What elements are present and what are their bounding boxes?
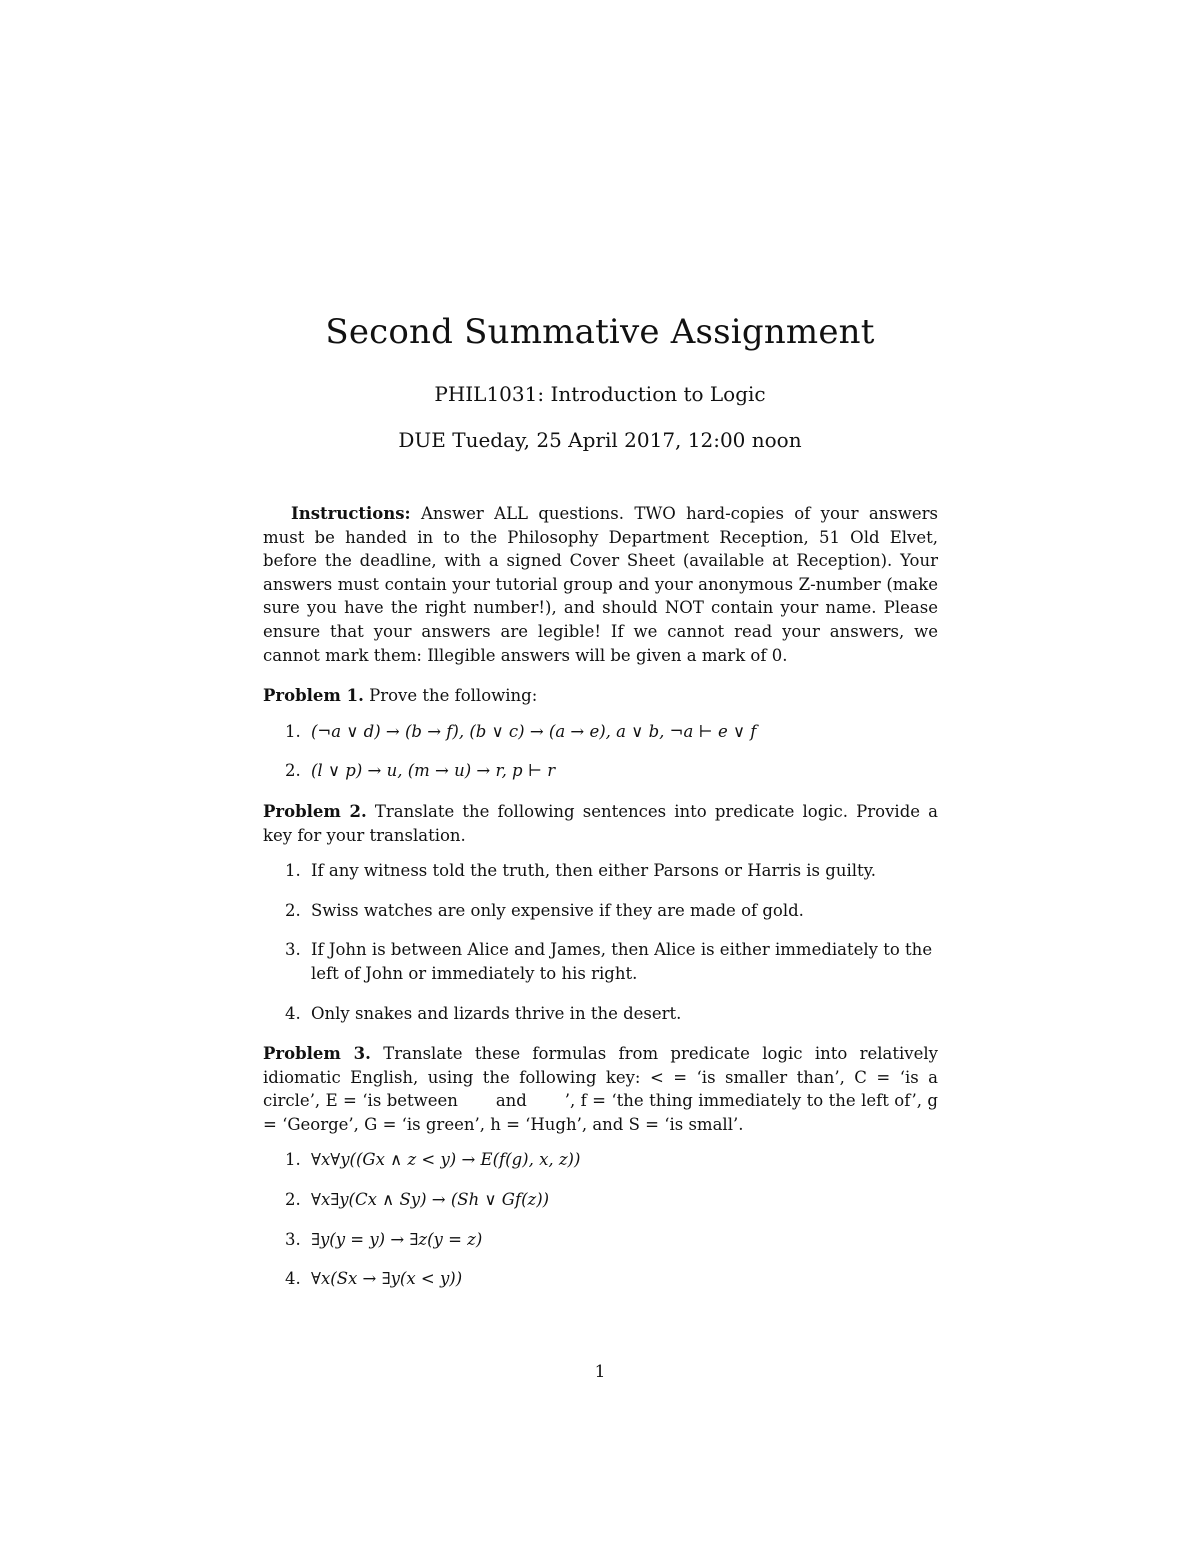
problem-3 xyxy=(263,1042,944,1291)
problem-3-label: Problem 3. xyxy=(263,1044,371,1064)
item-text: Only snakes and lizards thrive in the desert. xyxy=(311,1003,682,1023)
item-number: 3. xyxy=(285,1229,301,1249)
document-title: Second Summative Assignment xyxy=(325,312,875,352)
item-number: 1. xyxy=(285,861,301,881)
problem-2-list xyxy=(263,859,938,1025)
list-item xyxy=(263,1267,938,1291)
list-item xyxy=(263,720,938,744)
instructions-label: Instructions: xyxy=(291,504,411,523)
problem-2-text: Translate the following sentences into predicate logic. Provide a key for your translation. xyxy=(263,801,938,845)
problem-3-statement xyxy=(263,1042,944,1136)
item-number: 4. xyxy=(285,1003,301,1023)
item-text: (¬a ∨ d) → (b → f), (b ∨ c) → (a → e), a ∨ b, ¬a ⊢ e ∨ f xyxy=(311,721,757,741)
course-title: PHIL1031: Introduction to Logic xyxy=(434,382,766,406)
problem-2 xyxy=(263,800,938,1025)
item-number: 3. xyxy=(285,940,301,960)
problem-3-text: Translate these formulas from predicate logic into relatively idiomatic English, using the following key: < = ‘is smaller than’, C = ‘is a circle’, E = ‘is between and ’, f = ‘the thing immediately to the left of’, g = ‘George’, G = ‘is green’, h = ‘Hugh’, and S = ‘is small’. xyxy=(263,1044,944,1134)
item-number: 1. xyxy=(285,721,301,741)
list-item xyxy=(263,899,938,923)
item-number: 1. xyxy=(285,1150,301,1170)
item-text: ∀x∀y((Gx ∧ z < y) → E(f(g), x, z)) xyxy=(311,1150,581,1170)
item-text: Swiss watches are only expensive if they are made of gold. xyxy=(311,900,804,920)
item-number: 2. xyxy=(285,761,301,781)
list-item xyxy=(263,759,938,783)
item-number: 2. xyxy=(285,900,301,920)
problem-1-list xyxy=(263,720,938,783)
list-item xyxy=(263,938,938,985)
instructions-text: Answer ALL questions. TWO hard-copies of your answers must be handed in to the Philosophy Department Reception, 51 Old Elvet, before the deadline, with a signed Cover Sheet (available at Reception). Your answers must contain your tutorial group and your anonymous Z-number (make sure you have the right number!), and should NOT contain your name. Please ensure that your answers are legible! If we cannot read your answers, we cannot mark them: Illegible answers will be given a mark of 0. xyxy=(263,504,938,665)
item-number: 2. xyxy=(285,1190,301,1210)
problem-2-statement xyxy=(263,800,938,847)
list-item xyxy=(263,1188,938,1212)
list-item xyxy=(263,1002,938,1026)
problem-3-list xyxy=(263,1148,938,1290)
item-text: ∃y(y = y) → ∃z(y = z) xyxy=(311,1229,483,1249)
item-text: If John is between Alice and James, then Alice is either immediately to the left of John or immediately to his right. xyxy=(311,940,933,983)
problem-1-text: Prove the following: xyxy=(369,686,538,706)
list-item xyxy=(263,1228,938,1252)
item-text: (l ∨ p) → u, (m → u) → r, p ⊢ r xyxy=(311,761,556,781)
document-body xyxy=(263,502,944,1291)
list-item xyxy=(263,1148,938,1172)
page-number: 1 xyxy=(594,1362,606,1382)
problem-1-label: Problem 1. xyxy=(263,686,364,706)
list-item xyxy=(263,859,938,883)
problem-1-statement xyxy=(263,684,938,708)
item-text: ∀x∃y(Cx ∧ Sy) → (Sh ∨ Gf(z)) xyxy=(311,1190,550,1210)
due-date: DUE Tueday, 25 April 2017, 12:00 noon xyxy=(398,428,802,452)
problem-2-label: Problem 2. xyxy=(263,801,367,821)
problem-1 xyxy=(263,684,938,783)
item-number: 4. xyxy=(285,1269,301,1289)
item-text: ∀x(Sx → ∃y(x < y)) xyxy=(311,1269,463,1289)
item-text: If any witness told the truth, then either Parsons or Harris is guilty. xyxy=(311,861,877,881)
instructions-paragraph xyxy=(263,502,938,667)
